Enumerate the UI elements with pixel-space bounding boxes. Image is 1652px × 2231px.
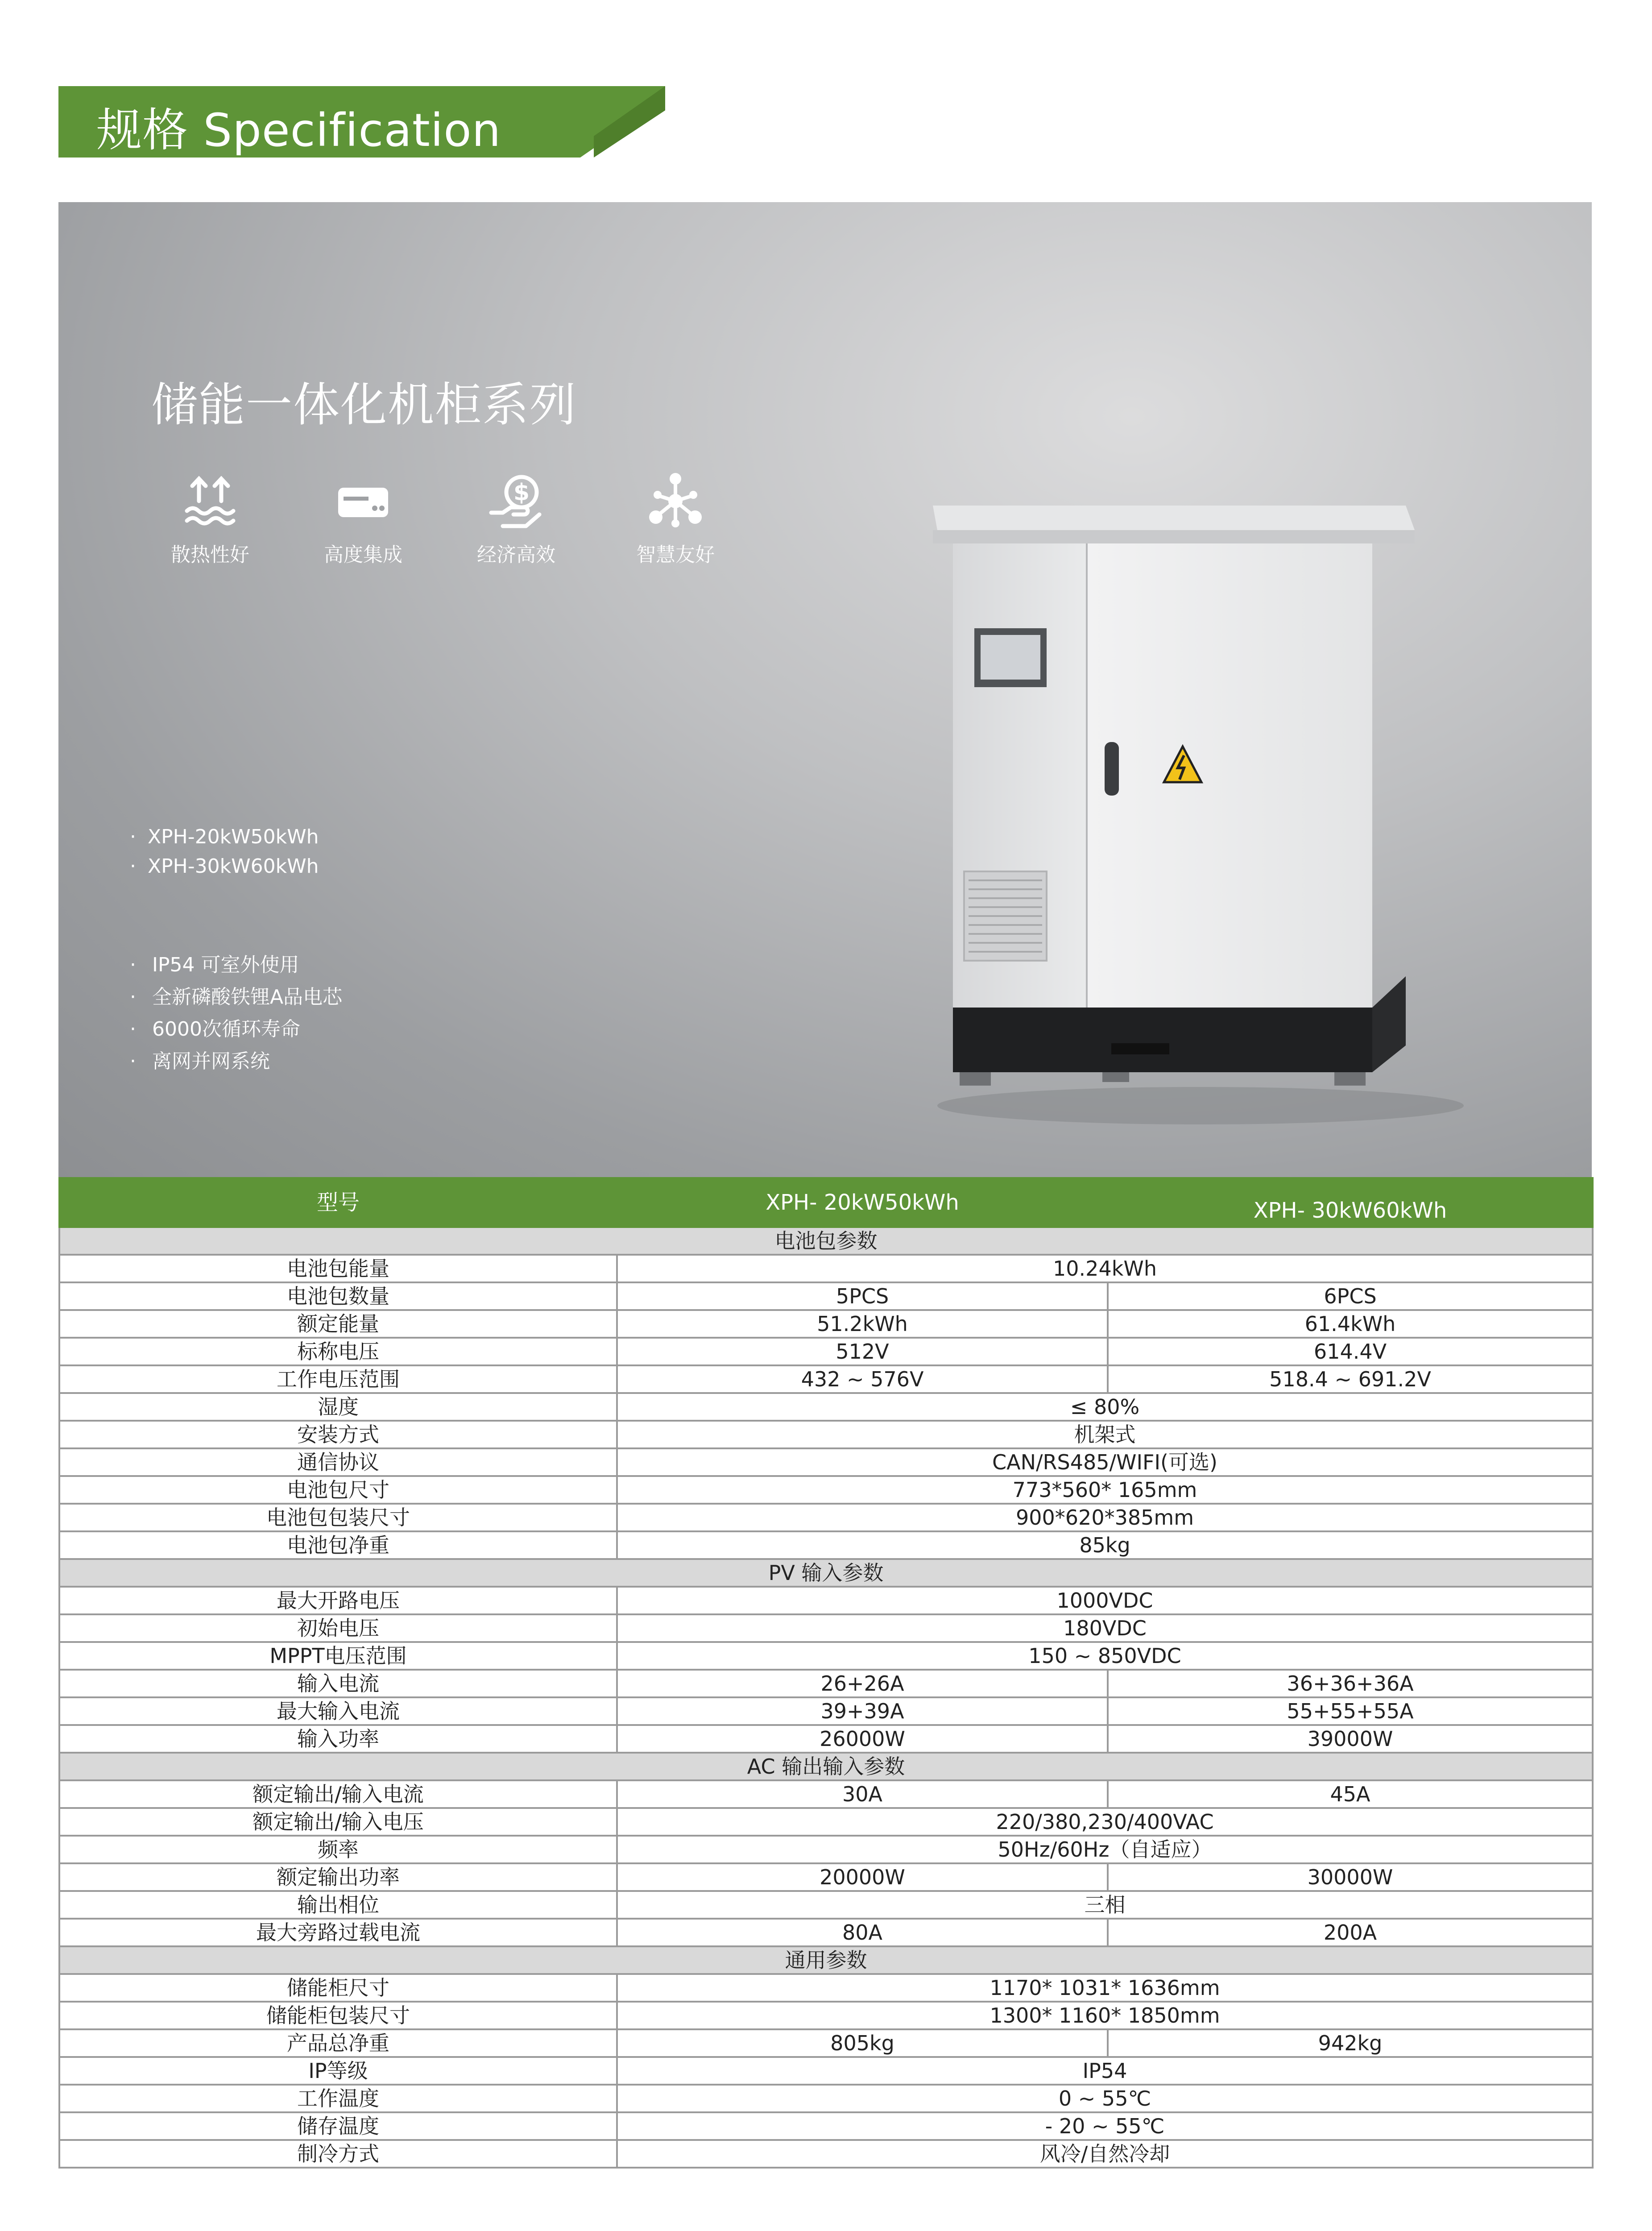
feature-smart (617, 470, 733, 567)
table-row: 湿度 ≤ 80% (59, 1393, 1593, 1421)
cabinet-image (933, 506, 1468, 1130)
table-row: 电池包包装尺寸 900*620*385mm (59, 1504, 1593, 1531)
list-item: · XPH-30kW60kWh (130, 855, 319, 878)
feature-integration (305, 470, 421, 567)
table-row: 初始电压 180VDC (59, 1614, 1593, 1642)
table-row: 额定能量 51.2kWh 61.4kWh (59, 1310, 1593, 1338)
table-row: 最大旁路过载电流 80A 200A (59, 1919, 1593, 1946)
table-row: 安装方式 机架式 (59, 1421, 1593, 1448)
table-row: 最大开路电压 1000VDC (59, 1587, 1593, 1614)
model-list (130, 822, 319, 881)
feature-economy (458, 470, 574, 567)
table-row: 额定输出功率 20000W 30000W (59, 1863, 1593, 1891)
table-header-row (59, 1178, 1593, 1227)
integration-icon (332, 470, 394, 532)
table-row: 储存温度 - 20 ~ 55℃ (59, 2112, 1593, 2140)
heat-dissipation-icon (179, 470, 241, 532)
table-row: 标称电压 512V 614.4V (59, 1338, 1593, 1365)
header-model-b: XPH- 30kW60kWh (1108, 1178, 1593, 1227)
product-banner (58, 202, 1592, 1177)
table-row: 电池包数量 5PCS 6PCS (59, 1282, 1593, 1310)
section-row: AC 输出输入参数 (59, 1753, 1593, 1780)
table-row: 产品总净重 805kg 942kg (59, 2029, 1593, 2057)
table-row: 工作温度 0 ~ 55℃ (59, 2085, 1593, 2112)
list-item: · 全新磷酸铁锂A品电芯 (130, 986, 343, 1008)
feature-heat-dissipation (152, 470, 268, 567)
feature-label: 散热性好 (171, 543, 249, 566)
table-row: 电池包净重 85kg (59, 1531, 1593, 1559)
list-item: · IP54 可室外使用 (130, 954, 299, 976)
table-row: 制冷方式 风冷/自然冷却 (59, 2140, 1593, 2168)
feature-label: 经济高效 (477, 543, 555, 566)
header-model-a: XPH- 20kW50kWh (617, 1178, 1108, 1227)
table-row: 电池包能量 10.24kWh (59, 1255, 1593, 1282)
table-row: 储能柜包装尺寸 1300* 1160* 1850mm (59, 2002, 1593, 2029)
smart-network-icon (644, 470, 707, 532)
header-label: 型号 (59, 1178, 617, 1227)
list-item: · 6000次循环寿命 (130, 1018, 300, 1041)
feature-label: 高度集成 (324, 543, 402, 566)
table-row: 通信协议 CAN/RS485/WIFI(可选) (59, 1448, 1593, 1476)
table-row: MPPT电压范围 150 ~ 850VDC (59, 1642, 1593, 1670)
table-row: 输入电流 26+26A 36+36+36A (59, 1670, 1593, 1697)
list-item: · 离网并网系统 (130, 1050, 270, 1073)
economy-icon (485, 470, 547, 532)
table-row: 电池包尺寸 773*560* 165mm (59, 1476, 1593, 1504)
table-row: 额定输出/输入电流 30A 45A (59, 1780, 1593, 1808)
table-row: 储能柜尺寸 1170* 1031* 1636mm (59, 1974, 1593, 2002)
table-row: 输入功率 26000W 39000W (59, 1725, 1593, 1753)
list-item: · XPH-20kW50kWh (130, 825, 319, 848)
table-row: 频率 50Hz/60Hz（自适应） (59, 1836, 1593, 1863)
svg-text:$: $ (513, 479, 530, 506)
specification-table (58, 1177, 1594, 2169)
page-title: 规格 Specification (96, 104, 501, 157)
table-row: 额定输出/输入电压 220/380,230/400VAC (59, 1808, 1593, 1836)
table-row: 输出相位 三相 (59, 1891, 1593, 1919)
table-row: 工作电压范围 432 ~ 576V 518.4 ~ 691.2V (59, 1365, 1593, 1393)
section-row: 电池包参数 (59, 1227, 1593, 1255)
section-row: PV 输入参数 (59, 1559, 1593, 1587)
highlight-list (130, 949, 342, 1078)
table-row: 最大输入电流 39+39A 55+55+55A (59, 1697, 1593, 1725)
section-row: 通用参数 (59, 1946, 1593, 1974)
product-series-title: 储能一体化机柜系列 (151, 377, 577, 432)
table-row: IP等级 IP54 (59, 2057, 1593, 2085)
feature-label: 智慧友好 (636, 543, 715, 566)
section-header (58, 86, 665, 158)
